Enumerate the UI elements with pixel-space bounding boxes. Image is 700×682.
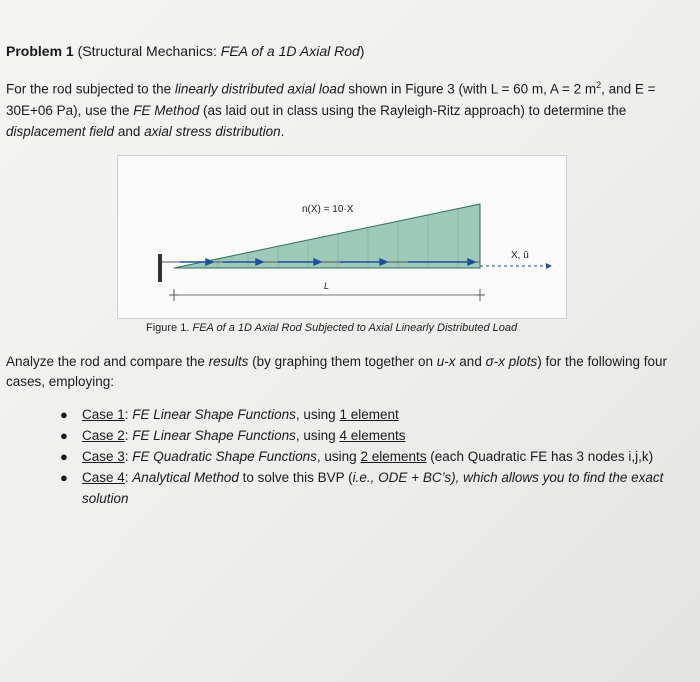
bullet-icon: ● — [60, 449, 68, 464]
intro-text-3: , and E = 30E+06 Pa), use the — [6, 81, 656, 118]
intro-stress-distribution: axial stress distribution — [144, 123, 281, 139]
case-method: FE Linear Shape Functions — [132, 428, 296, 443]
case-mid: to solve this BVP ( — [238, 470, 353, 485]
case-method: FE Linear Shape Functions — [132, 407, 296, 422]
case-mid: , using — [316, 449, 361, 464]
case-separator: : — [124, 428, 133, 443]
x-axis-arrowhead — [546, 263, 552, 269]
case-elements: 1 element — [339, 407, 399, 422]
intro-superscript: 2 — [596, 80, 602, 90]
problem-title-close: ) — [359, 43, 365, 59]
problem-title — [6, 42, 364, 60]
problem-number: Problem 1 — [6, 43, 74, 59]
case-elements: 4 elements — [339, 428, 406, 443]
analyze-text-2: (by graphing them together on — [248, 354, 437, 369]
bullet-icon: ● — [60, 407, 68, 422]
case-method: Analytical Method — [132, 470, 239, 485]
caption-prefix: Figure 1. — [146, 322, 193, 334]
problem-topic: FEA of a 1D Axial Rod — [220, 43, 360, 59]
intro-fe-method: FE Method — [133, 102, 200, 118]
case-tail: i.e., ODE + BC’s), which allows you to find the exact solution — [82, 470, 664, 506]
case-label: Case 4 — [82, 470, 125, 485]
analyze-text-4: ) for the following four cases, employing: — [6, 354, 668, 389]
case-item-1 — [60, 404, 690, 425]
intro-text-2: shown in Figure 3 (with L = 60 m, A = 2 m — [344, 81, 597, 97]
figure-1 — [117, 155, 567, 319]
problem-statement — [6, 75, 692, 142]
case-label: Case 2 — [82, 428, 125, 443]
load-label: n(X) = 10·X — [302, 204, 354, 215]
problem-subject: (Structural Mechanics: — [77, 43, 221, 59]
case-item-2 — [60, 425, 690, 446]
caption-text: FEA of a 1D Axial Rod Subjected to Axial Linearly Distributed Load — [192, 322, 518, 334]
bullet-icon: ● — [60, 428, 68, 443]
bullet-icon: ● — [60, 470, 68, 485]
case-mid: , using — [295, 428, 340, 443]
case-item-4 — [60, 467, 690, 509]
analyze-sigma-x: σ-x plots — [485, 354, 538, 369]
case-tail: (each Quadratic FE has 3 nodes i,j,k) — [426, 449, 654, 464]
analyze-results: results — [208, 354, 249, 369]
analyze-text-3: and — [455, 354, 486, 369]
case-mid: , using — [295, 407, 340, 422]
intro-load-type: linearly distributed axial load — [174, 81, 345, 97]
analysis-instructions — [6, 352, 692, 392]
case-method: FE Quadratic Shape Functions — [132, 449, 317, 464]
intro-text-1: For the rod subjected to the — [6, 81, 175, 97]
case-list — [60, 404, 690, 509]
axis-label: X, ū — [511, 250, 529, 261]
analyze-text-1: Analyze the rod and compare the — [6, 354, 209, 369]
intro-text-6: . — [280, 123, 285, 139]
case-label: Case 1 — [82, 407, 125, 422]
intro-text-4: (as laid out in class using the Rayleigh-Ritz approach) to determine the — [199, 102, 627, 118]
intro-text-5: and — [114, 123, 145, 139]
case-separator: : — [124, 407, 133, 422]
case-separator: : — [124, 449, 133, 464]
case-separator: : — [124, 470, 133, 485]
intro-displacement-field: displacement field — [6, 123, 115, 139]
analyze-ux: u-x — [436, 354, 456, 369]
case-label: Case 3 — [82, 449, 125, 464]
fixed-support — [158, 254, 162, 282]
length-label: L — [324, 281, 330, 291]
case-item-3 — [60, 446, 690, 467]
case-elements: 2 elements — [360, 449, 427, 464]
rod-diagram — [118, 156, 566, 318]
figure-caption — [146, 322, 517, 334]
